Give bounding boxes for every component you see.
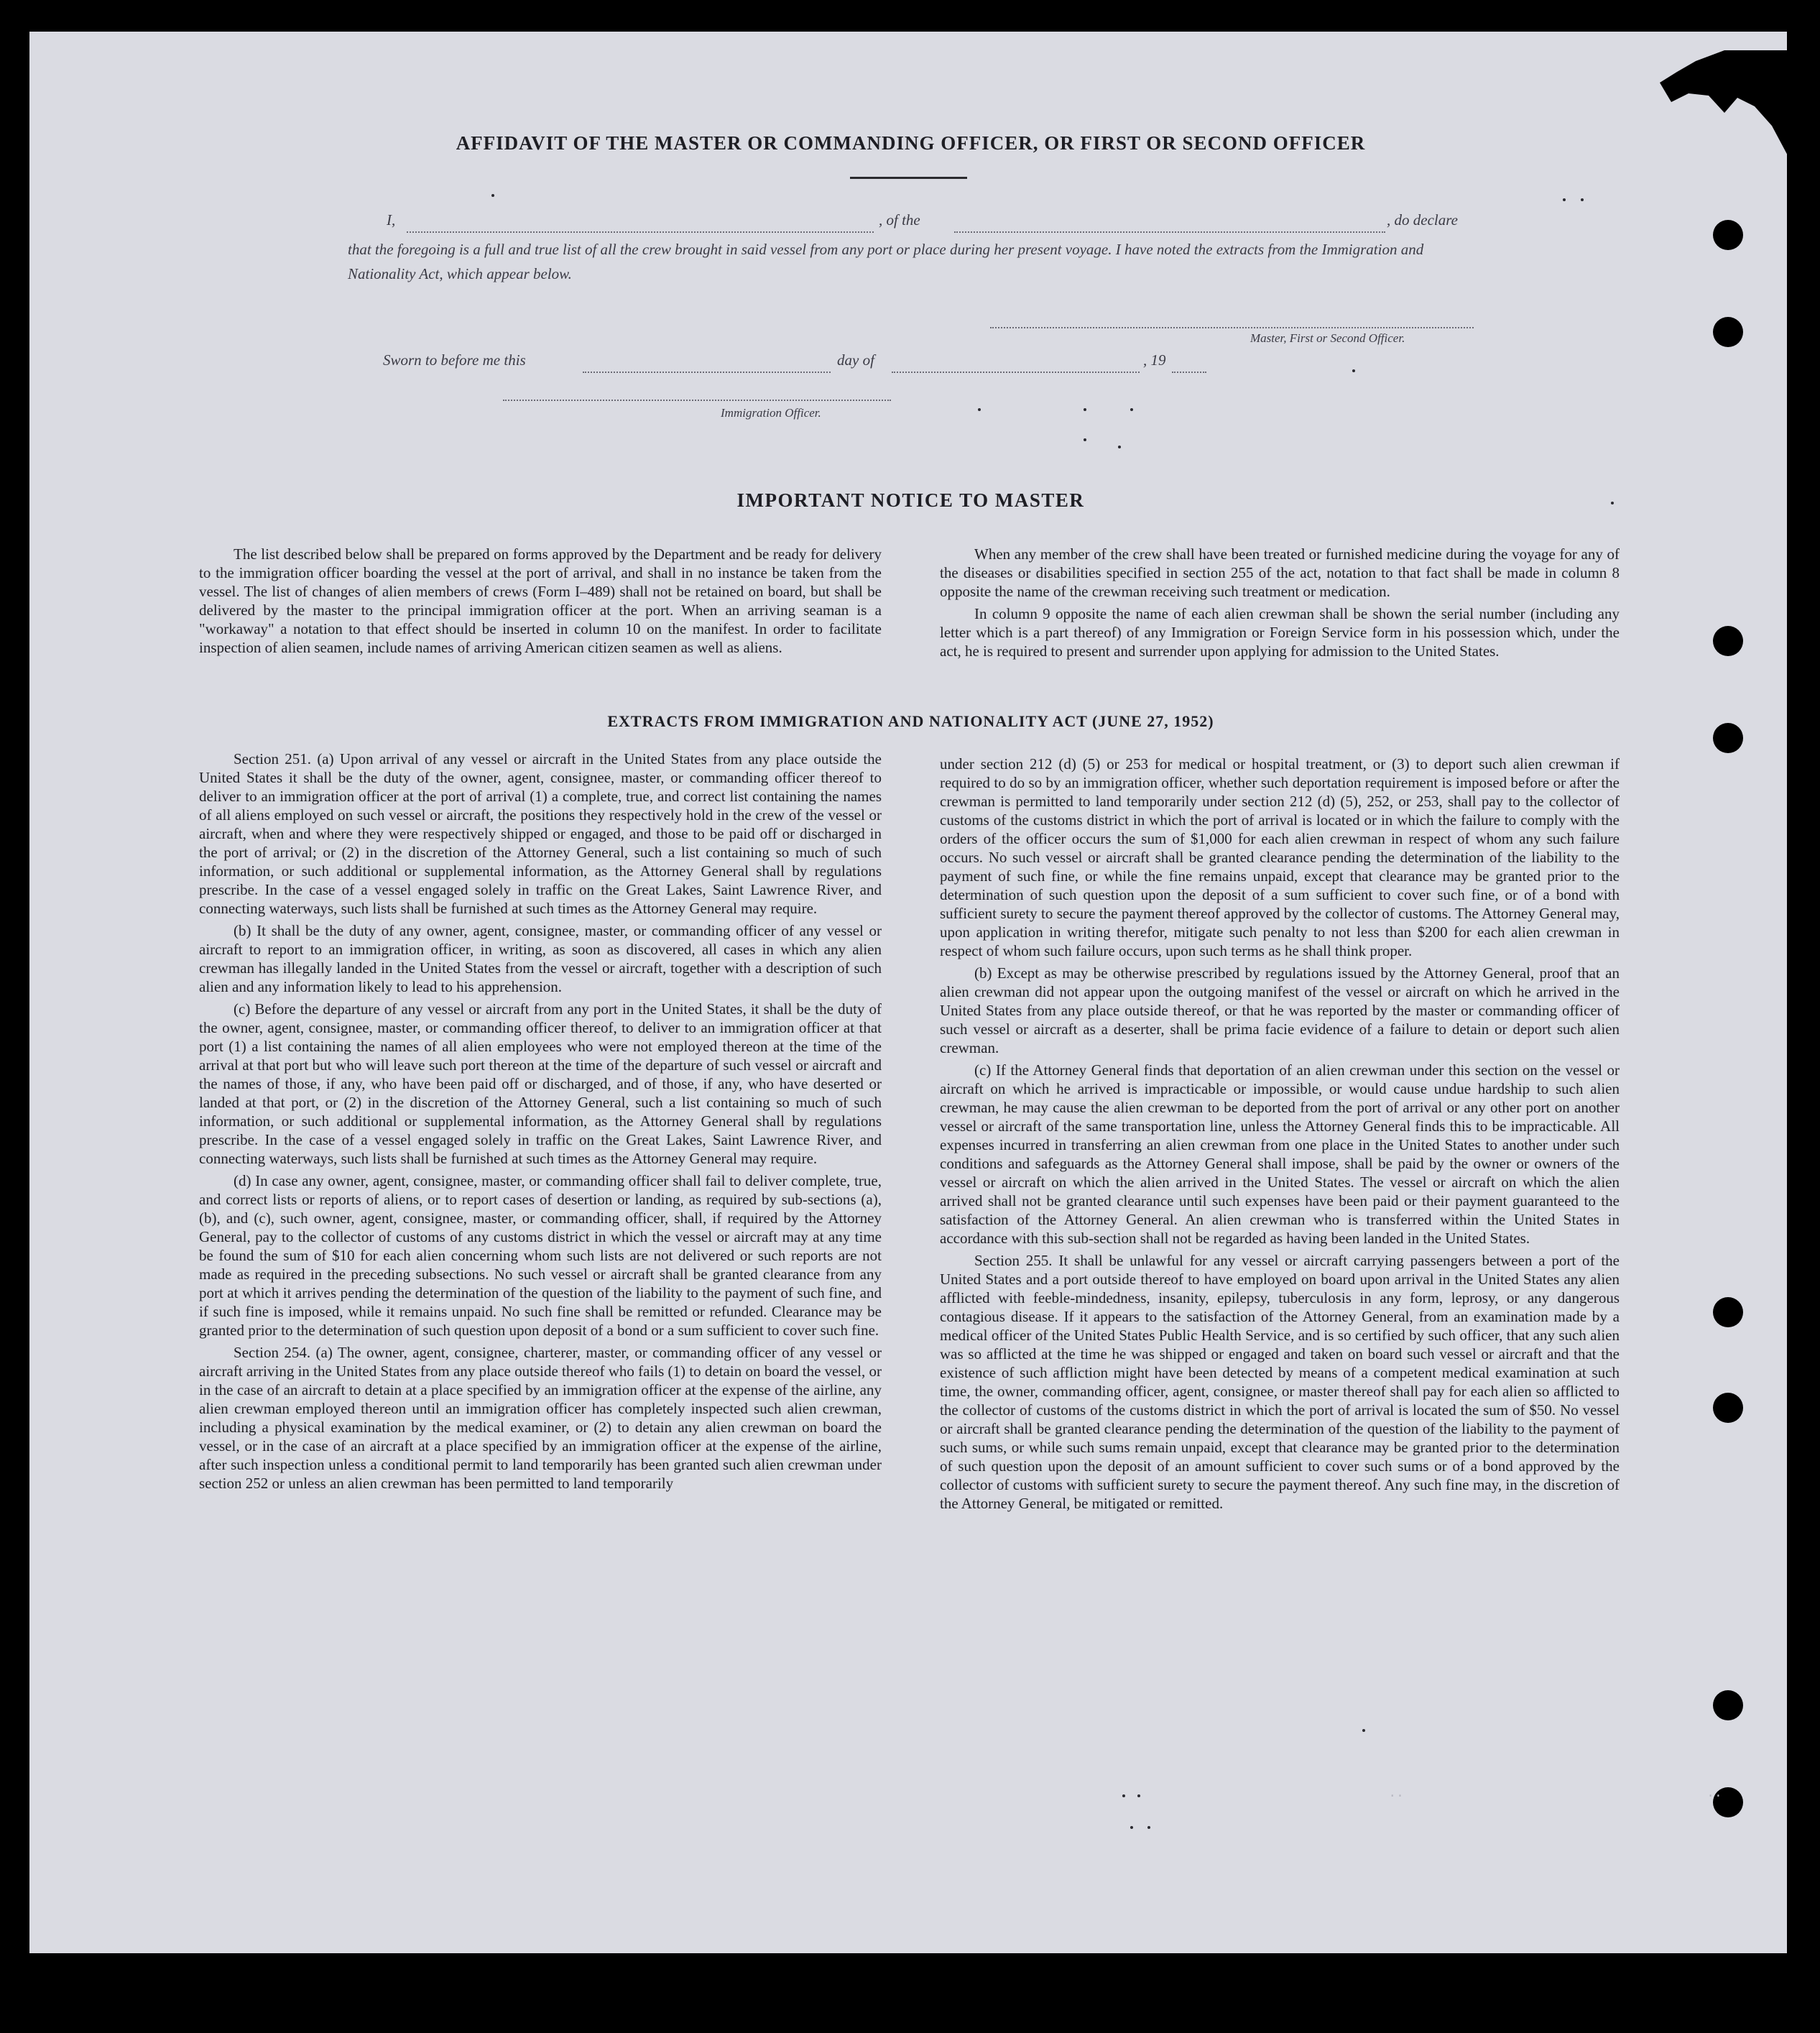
master-signature-field[interactable] bbox=[990, 327, 1474, 328]
notice-paragraph: The list described below shall be prepared on forms approved by the Department and be ready for delivery to the immigration officer boarding the vessel at the port of arrival, and shall in no instance be taken from the vessel. The list of changes of alien members of crews (Form I–489) shall not be retained on board, but shall be delivered by the master to the principal immigration officer at the port. When an arriving seaman is a "workaway" a notation to that effect should be inserted in column 10 on the manifest. In order to facilitate inspection of alien seamen, include names of arriving American citizen seamen as well as aliens. bbox=[199, 545, 882, 656]
punch-hole bbox=[1713, 1690, 1743, 1720]
extracts-left-column bbox=[199, 750, 882, 1496]
immigration-officer-caption: Immigration Officer. bbox=[721, 406, 821, 420]
extracts-right-column bbox=[940, 755, 1620, 1516]
extract-paragraph: (d) In case any owner, agent, consignee, master, or commanding officer shall fail to deliver complete, true, and correct lists or reports of aliens, or to report cases of desertion or landing, as required by sub-sections (a), (b), and (c), such owner, agent, consignee, master, or commanding officer, shall, if required by the Attorney General, pay to the collector of customs of any customs district in which the vessel or aircraft may at any time be found the sum of $10 for each alien concerning whom such lists are not delivered or such reports are not made as required in the preceding subsections. No such vessel or aircraft shall be granted clearance from any port at which it arrives pending the determination of the question of the liability to the payment of such fine, and if such fine is imposed, while it remains unpaid. No such fine shall be remitted or refunded. Clearance may be granted prior to the determination of such question upon deposit of a bond or a sum sufficient to cover such fine. bbox=[199, 1172, 882, 1339]
vessel-name-field[interactable] bbox=[954, 217, 1385, 233]
speck bbox=[1352, 369, 1355, 372]
punch-hole bbox=[1713, 626, 1743, 656]
extract-paragraph: (b) It shall be the duty of any owner, agent, consignee, master, or commanding officer of any vessel or aircraft to report to an immigration officer, in writing, as soon as discovered, all cases in which any alien crewman has illegally landed in the United States from the vessel or aircraft, together with a description of such alien and any information likely to lead to his apprehension. bbox=[199, 922, 882, 995]
punch-hole bbox=[1713, 220, 1743, 250]
extract-paragraph: Section 255. It shall be unlawful for any vessel or aircraft carrying passengers between a port of the United States and a port outside thereof to have employed on board upon arrival in the United States any alien afflicted with feeble-mindedness, insanity, epilepsy, tuberculosis in any form, leprosy, or any dangerous contagious disease. If it appears to the satisfaction of the Attorney General, from an examination made by a medical officer of the United States Public Health Service, and is so certified by such officer, that any such alien was so afflicted at the time he was shipped or engaged and taken on board such vessel or aircraft and that the existence of such affliction might have been detected by means of a competent medical examination at such time, the owner, commanding officer, agent, consignee, or master thereof shall pay for each alien so afflicted to the collector of customs of the customs district in which the port of arrival is located the sum of $50. No vessel or aircraft shall be granted clearance pending the determination of the question of the liability to the payment of such sums, or while such sums remain unpaid, except that clearance may be granted prior to the determination of such question upon the deposit of an amount sufficient to cover such sums or of a bond approved by the collector of customs with sufficient surety to secure the payment thereof. Any such fine may, in the discretion of the Attorney General, be mitigated or remitted. bbox=[940, 1252, 1620, 1512]
speck bbox=[1084, 408, 1086, 411]
affidavit-title: AFFIDAVIT OF THE MASTER OR COMMANDING OFFICER, OR FIRST OR SECOND OFFICER bbox=[456, 132, 1366, 154]
speck bbox=[1581, 198, 1584, 201]
title-rule bbox=[850, 177, 967, 179]
declarant-label: I, bbox=[387, 211, 396, 229]
sworn-year-field[interactable] bbox=[1172, 357, 1206, 373]
notice-paragraph: In column 9 opposite the name of each alien crewman shall be shown the serial number (including any letter which is a part thereof) of any Immigration or Foreign Service form in his possession which, under the act, he is required to present and surrender upon applying for admission to the United States. bbox=[940, 605, 1620, 660]
notice-title: IMPORTANT NOTICE TO MASTER bbox=[736, 489, 1085, 511]
extracts-title: EXTRACTS FROM IMMIGRATION AND NATIONALITY ACT (JUNE 27, 1952) bbox=[607, 712, 1214, 730]
declarant-name-field[interactable] bbox=[407, 217, 874, 233]
do-declare-label: , do declare bbox=[1387, 211, 1458, 229]
speck bbox=[1611, 502, 1614, 504]
extract-paragraph: under section 212 (d) (5) or 253 for medical or hospital treatment, or (3) to deport such alien crewman if required to do so by an immigration officer, whether such deportation requirement is imposed before or after the crewman is permitted to land temporarily under section 212 (d) (5), 252, or 253, shall pay to the collector of customs of the customs district in which the port of arrival is located or in which the failure to comply with the orders of the officer occurs the sum of $1,000 for each alien crewman in respect of whom any such failure occurs. No such vessel or aircraft shall be granted clearance pending the determination of the liability to the payment of such fine, or while the fine remains unpaid, except that clearance may be granted prior to the determination of such question upon the deposit of a sum sufficient to cover such fine, or of a bond with sufficient surety to secure the payment thereof approved by the collector of customs. The Attorney General may, upon application in writing therefor, mitigate such penalty to not less than $200 for each alien crewman in respect of whom such failure occurs, upon such terms as he shall think proper. bbox=[940, 755, 1620, 959]
extract-paragraph: Section 254. (a) The owner, agent, consignee, charterer, master, or commanding officer of any vessel or aircraft arriving in the United States from any place outside thereof who fails (1) to detain on board the vessel, or in the case of an aircraft to detain at a place specified by an immigration officer at the expense of the airline, any alien crewman employed thereon until an immigration officer has completely inspected such alien crewman, including a physical examination by the medical examiner, or (2) to detain any alien crewman on board the vessel, or in the case of an aircraft at a place specified by an immigration officer at the expense of the airline, after such inspection unless a conditional permit to land temporarily has been granted such alien crewman under section 252 or unless an alien crewman has been permitted to land temporarily bbox=[199, 1344, 882, 1492]
extract-paragraph: Section 251. (a) Upon arrival of any vessel or aircraft in the United States from any place outside the United States it shall be the duty of the owner, agent, consignee, master, or commanding officer thereof to deliver to an immigration officer at the port of arrival (1) a complete, true, and correct list containing the names of all aliens employed on such vessel or aircraft, the positions they respectively hold in the crew of the vessel or aircraft, when and where they were respectively shipped or engaged, and those to be paid off or discharged in the port of arrival; or (2) in the discretion of the Attorney General, such a list containing so much of such information, or such additional or supplemental information, as the Attorney General shall by regulations prescribe. In the case of a vessel engaged solely in traffic on the Great Lakes, Saint Lawrence River, and connecting waterways, such lists shall be furnished at such times as the Attorney General may require. bbox=[199, 750, 882, 917]
punch-hole bbox=[1713, 723, 1743, 753]
speck bbox=[1362, 1729, 1365, 1732]
sworn-day-field[interactable] bbox=[583, 357, 831, 373]
master-signature-caption: Master, First or Second Officer. bbox=[1250, 331, 1405, 345]
sworn-line bbox=[383, 351, 1209, 373]
notice-left-column bbox=[199, 545, 882, 660]
punch-hole bbox=[1713, 1297, 1743, 1327]
of-the-label: , of the bbox=[879, 211, 920, 229]
sworn-month-field[interactable] bbox=[892, 357, 1140, 373]
speck bbox=[1563, 198, 1566, 201]
speck bbox=[1130, 408, 1133, 411]
punch-hole bbox=[1713, 1393, 1743, 1423]
declaration-text: that the foregoing is a full and true list of all the crew brought in said vessel from any port or place during her present voyage. I have noted the extracts from the Immigration and Nationality Act, which appear below. bbox=[348, 241, 1424, 282]
speck bbox=[978, 408, 981, 411]
sworn-label: Sworn to before me this bbox=[383, 351, 526, 369]
punch-hole bbox=[1713, 317, 1743, 347]
speck bbox=[1084, 438, 1086, 441]
extract-paragraph: (b) Except as may be otherwise prescribed by regulations issued by the Attorney General, proof that an alien crewman did not appear upon the outgoing manifest of the vessel or aircraft on which he arrived in the United States from any place outside thereof, or that he was reported by the master or commanding officer of such vessel or aircraft as a deserter, shall be prima facie evidence of a failure to detain or deport such alien crewman. bbox=[940, 964, 1620, 1056]
notice-paragraph: When any member of the crew shall have been treated or furnished medicine during the voyage for any of the diseases or disabilities specified in section 255 of the act, notation to that fact shall be made in column 8 opposite the name of the crewman receiving such treatment or medication. bbox=[940, 545, 1620, 600]
speck bbox=[1118, 446, 1121, 448]
notice-right-column bbox=[940, 545, 1620, 664]
immigration-officer-signature-field[interactable] bbox=[503, 400, 891, 401]
year-label: , 19 bbox=[1143, 351, 1166, 369]
speck bbox=[491, 194, 494, 197]
extract-paragraph: (c) If the Attorney General finds that deportation of an alien crewman under this section on the vessel or aircraft on which he arrived is impracticable or impossible, or would cause undue hardship to such alien crewman, he may cause the alien crewman to be deported from the port of arrival or any other port on another vessel or aircraft of the same transportation line, unless the Attorney General finds this to be impracticable. All expenses incurred in transferring an alien crewman from one place in the United States to another under such conditions and safeguards as the Attorney General shall impose, shall be paid by the owner or owners of the vessel or aircraft on which the alien arrived in the United States. The vessel or aircraft on which the alien arrived shall not be granted clearance until such expenses have been paid or their payment guaranteed to the satisfaction of the Attorney General. An alien crewman who is transferred within the United States in accordance with this sub-section shall not be regarded as having been landed in the United States. bbox=[940, 1061, 1620, 1247]
bleed-through-text: .. .. bbox=[1388, 1787, 1722, 1801]
extract-paragraph: (c) Before the departure of any vessel or aircraft from any port in the United States, it shall be the duty of the owner, agent, consignee, master, or commanding officer thereof, to deliver to an immigration officer at that port (1) a list containing the names of all alien employees who were not employed thereon at the time of the arrival at that port but who will leave such port thereon at the time of the departure of such vessel or aircraft and the names of those, if any, who have been paid off or discharged, and of those, if any, who have deserted or landed at that port, or (2) in the discretion of the Attorney General, such a list containing so much of such information, or such additional or supplemental information, as the Attorney General shall by regulations prescribe. In the case of a vessel engaged solely in traffic on the Great Lakes, Saint Lawrence River, and connecting waterways, such lists shall be furnished at such times as the Attorney General may require. bbox=[199, 1000, 882, 1167]
day-of-label: day of bbox=[837, 351, 874, 369]
